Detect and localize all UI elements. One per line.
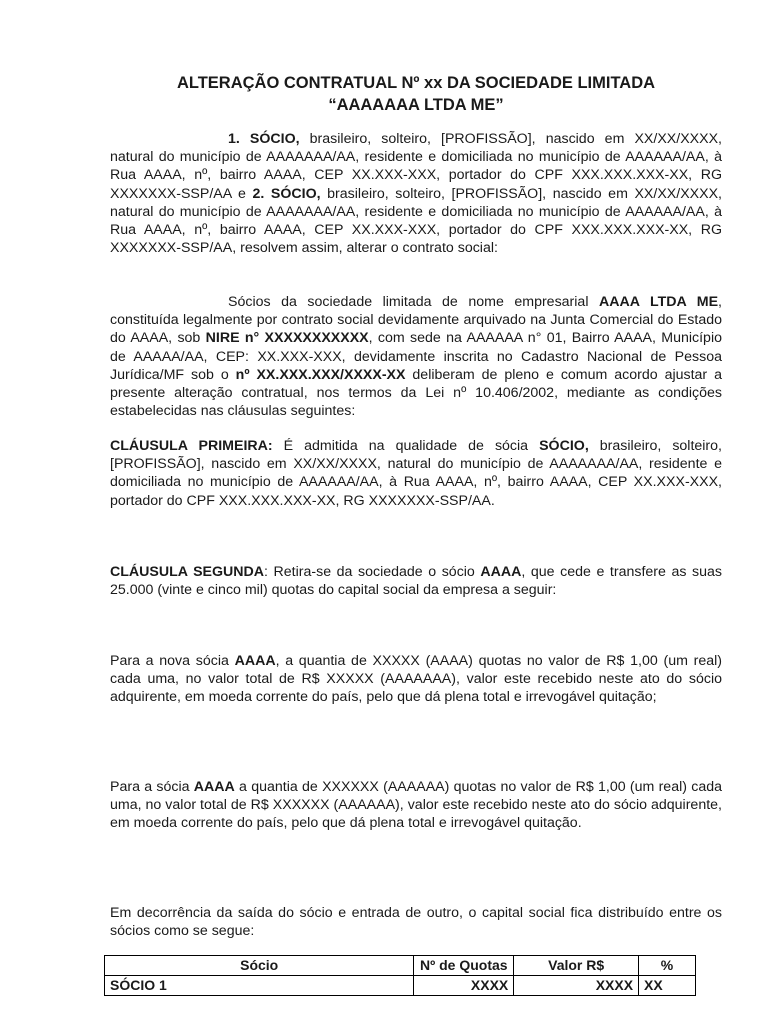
company-text-1: Sócios da sociedade limitada de nome empresarial (228, 294, 599, 310)
clause-1-paragraph (110, 437, 722, 510)
partner-text-2: a quantia de XXXXXX (AAAAAA) quotas no valor de R$ 1,00 (um real) cada uma, no valor total de R$ XXXXXX (AAAAAA), valor este recebido neste ato do sócio adquirente, em moeda corrente do país, pelo que dá plena total e irrevogável quitação. (110, 779, 722, 832)
nire-number: NIRE n° XXXXXXXXXXX (205, 330, 369, 347)
header-socio: Sócio (105, 956, 414, 976)
new-partner-text-1: Para a nova sócia (110, 653, 235, 669)
capital-distribution-table (104, 955, 696, 996)
cell-socio: SÓCIO 1 (105, 976, 414, 996)
partner-name: AAAA (193, 779, 235, 795)
new-partner-paragraph (110, 652, 722, 707)
document-title (110, 72, 722, 116)
title-line-2: “AAAAAAA LTDA ME” (328, 96, 504, 114)
distribution-text: Em decorrência da saída do sócio e entrada de outro, o capital social fica distribuído entre os sócios como se segue: (110, 905, 722, 940)
clause-1-heading: CLÁUSULA PRIMEIRA: (110, 438, 273, 454)
parties-paragraph (110, 130, 722, 257)
title-line-1: ALTERAÇÃO CONTRATUAL Nº xx DA SOCIEDADE LIMITADA (176, 74, 656, 92)
partner-paragraph (110, 778, 722, 833)
header-percent: % (639, 956, 696, 976)
distribution-paragraph (110, 904, 722, 940)
cell-percent: XX (639, 976, 696, 996)
clause-2-heading: CLÁUSULA SEGUNDA (110, 564, 265, 580)
table-row (105, 976, 696, 996)
clause-1-text-2: brasileiro, solteiro, [PROFISSÃO], nascido em XX/XX/XXXX, natural do município de AAAAAAA/AA, residente e domiciliada no município de AAAAAA/AA, à Rua AAAA, nº, bairro AAAA, CEP XX.XXX-XXX, portador do CPF XXX.XXX.XXX-XX, RG XXXXXXX-SSP/AA. (110, 438, 722, 509)
company-text-2: , constituída legalmente por contrato social devidamente arquivado na Junta Comercial do Estado do AAAA, sob (110, 294, 722, 347)
clause-2-text-2: , que cede e transfere as suas 25.000 (vinte e cinco mil) quotas do capital social da empresa a seguir: (110, 564, 723, 599)
new-partner-name: AAAA (234, 653, 276, 669)
party-1-label: 1. SÓCIO, (228, 131, 300, 147)
party-2-label: 2. SÓCIO, (252, 185, 321, 202)
new-partner-text-2: , a quantia de XXXXX (AAAA) quotas no valor de R$ 1,00 (um real) cada uma, no valor total de R$ XXXXX (AAAAAAA), valor este recebido neste ato do sócio adquirente, em moeda corrente do país, pelo que dá plena total e irrevogável quitação; (110, 653, 722, 706)
party-1-text: brasileiro, solteiro, [PROFISSÃO], nascido em XX/XX/XXXX, natural do município de AAAAAAA/AA, residente e domiciliada no município de AAAAAA/AA, à Rua AAAA, nº, bairro AAAA, CEP XX.XXX-XXX, portador do CPF XXX.XXX.XXX-XX, RG XXXXXXX-SSP/AA e (110, 131, 722, 202)
cell-quotas: XXXX (414, 976, 514, 996)
clause-2-partner: AAAA (480, 564, 522, 580)
cell-valor: XXXX (514, 976, 639, 996)
clause-2-text-1: : Retira-se da sociedade o sócio (264, 564, 481, 580)
clause-1-partner: SÓCIO, (539, 438, 589, 454)
header-valor: Valor R$ (514, 956, 639, 976)
party-2-text: brasileiro, solteiro, [PROFISSÃO], nascido em XX/XX/XXXX, natural do município de AAAAAAA/AA, residente e domiciliada no município de AAAAAA/AA, à Rua AAAA, nº, bairro AAAA, CEP XX.XXX-XXX, portador do CPF XXX.XXX.XXX-XX, RG XXXXXXX-SSP/AA, resolvem assim, alterar o contrato social: (110, 185, 722, 257)
cnpj-number: nº XX.XXX.XXX/XXXX-XX (235, 366, 406, 383)
company-paragraph (110, 293, 722, 420)
company-name: AAAA LTDA ME (599, 294, 719, 310)
clause-2-paragraph (110, 563, 722, 599)
partner-text-1: Para a sócia (110, 779, 194, 795)
table-header-row (105, 956, 696, 976)
company-text-3: , com sede na AAAAAA n° 01, Bairro AAAA, Município de AAAAA/AA, CEP: XX.XXX-XXX, devidamente inscrita no Cadastro Nacional de Pessoa Jurídica/MF sob o (110, 330, 722, 383)
clause-1-text-1: É admitida na qualidade de sócia (272, 438, 540, 454)
company-text-4: deliberam de pleno e comum acordo ajustar a presente alteração contratual, nos termos da Lei nº 10.406/2002, mediante as condições estabelecidas nas cláusulas seguintes: (110, 366, 722, 420)
header-quotas: Nº de Quotas (414, 956, 514, 976)
